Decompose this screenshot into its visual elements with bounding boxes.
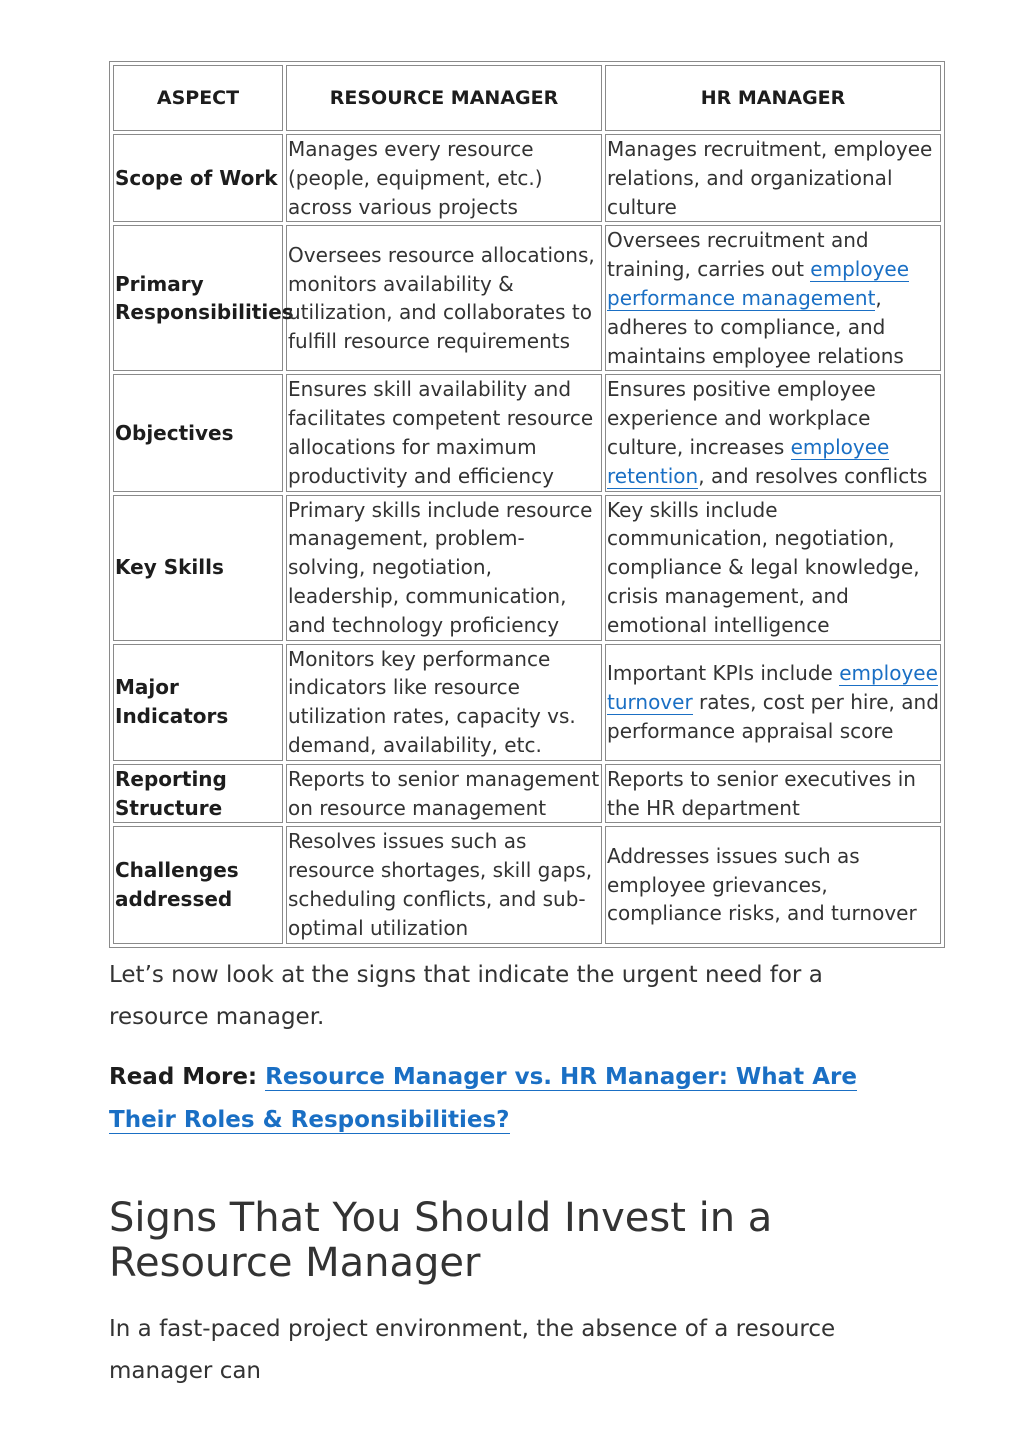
hr-manager-cell [605,374,941,491]
employee-turnover-link[interactable]: employee turnover [607,660,938,714]
resource-manager-cell: Resolves issues such as resource shortages, skill gaps, scheduling conflicts, and sub-optimal utilization [286,826,602,943]
hr-manager-cell [605,644,941,761]
cell-text: , adheres to compliance, and maintains employee relations [607,285,904,368]
hr-manager-cell [605,495,941,641]
cell-text: Key skills include communication, negotiation, compliance & legal knowledge, crisis management, and emotional intelligence [607,497,920,637]
table-row [113,764,941,824]
employee-performance-management-link[interactable]: employee performance management [607,257,910,310]
aspect-cell: Objectives [113,374,283,491]
hr-manager-cell [605,826,941,943]
cell-text: Manages recruitment, employee relations, and organizational culture [607,137,933,219]
aspect-cell: Scope of Work [113,134,283,222]
aspect-cell: Challenges addressed [113,826,283,943]
header-aspect: ASPECT [113,65,283,131]
cell-text: Reports to senior executives in the HR department [607,766,916,820]
table-row [113,374,941,491]
aspect-cell: Key Skills [113,495,283,641]
cell-text: , and resolves conflicts [698,463,928,488]
cell-text: Addresses issues such as employee grievances, compliance risks, and turnover [607,843,917,926]
comparison-table [109,61,945,948]
read-more-link[interactable]: Resource Manager vs. HR Manager: What Are Their Roles & Responsibilities? [109,1064,857,1133]
header-hr-manager: HR MANAGER [605,65,941,131]
cell-text: rates, cost per hire, and performance appraisal score [607,689,939,743]
header-resource-manager: RESOURCE MANAGER [286,65,602,131]
intro-paragraph: Let’s now look at the signs that indicate the urgent need for a resource manager. [109,962,823,1030]
hr-manager-cell [605,225,941,371]
section-heading: Signs That You Should Invest in a Resource Manager [109,1195,773,1286]
table-row [113,826,941,943]
resource-manager-cell: Ensures skill availability and facilitates competent resource allocations for maximum productivity and efficiency [286,374,602,491]
resource-manager-cell: Oversees resource allocations, monitors availability & utilization, and collaborates to fulfill resource requirements [286,225,602,371]
read-more-label: Read More: [109,1064,266,1090]
hr-manager-cell [605,764,941,824]
hr-manager-cell [605,134,941,222]
table-row [113,225,941,371]
resource-manager-cell: Monitors key performance indicators like resource utilization rates, capacity vs. demand, availability, etc. [286,644,602,761]
resource-manager-cell: Reports to senior management on resource management [286,764,602,824]
resource-manager-cell: Primary skills include resource management, problem-solving, negotiation, leadership, communication, and technology proficiency [286,495,602,641]
resource-manager-cell: Manages every resource (people, equipment, etc.) across various projects [286,134,602,222]
cell-text: Oversees recruitment and training, carries out [607,228,869,282]
table-header-row [113,65,941,131]
cell-text: Ensures positive employee experience and workplace culture, increases [607,377,876,459]
employee-retention-link[interactable]: employee retention [607,434,890,488]
aspect-cell: Major Indicators [113,644,283,761]
table-row [113,644,941,761]
table-row [113,495,941,641]
table-row [113,134,941,222]
read-more [109,1056,929,1142]
aspect-cell: Primary Responsibilities [113,225,283,371]
cell-text: Important KPIs include [607,660,840,685]
section-paragraph: In a fast-paced project environment, the absence of a resource manager can [109,1316,836,1384]
aspect-cell: Reporting Structure [113,764,283,824]
